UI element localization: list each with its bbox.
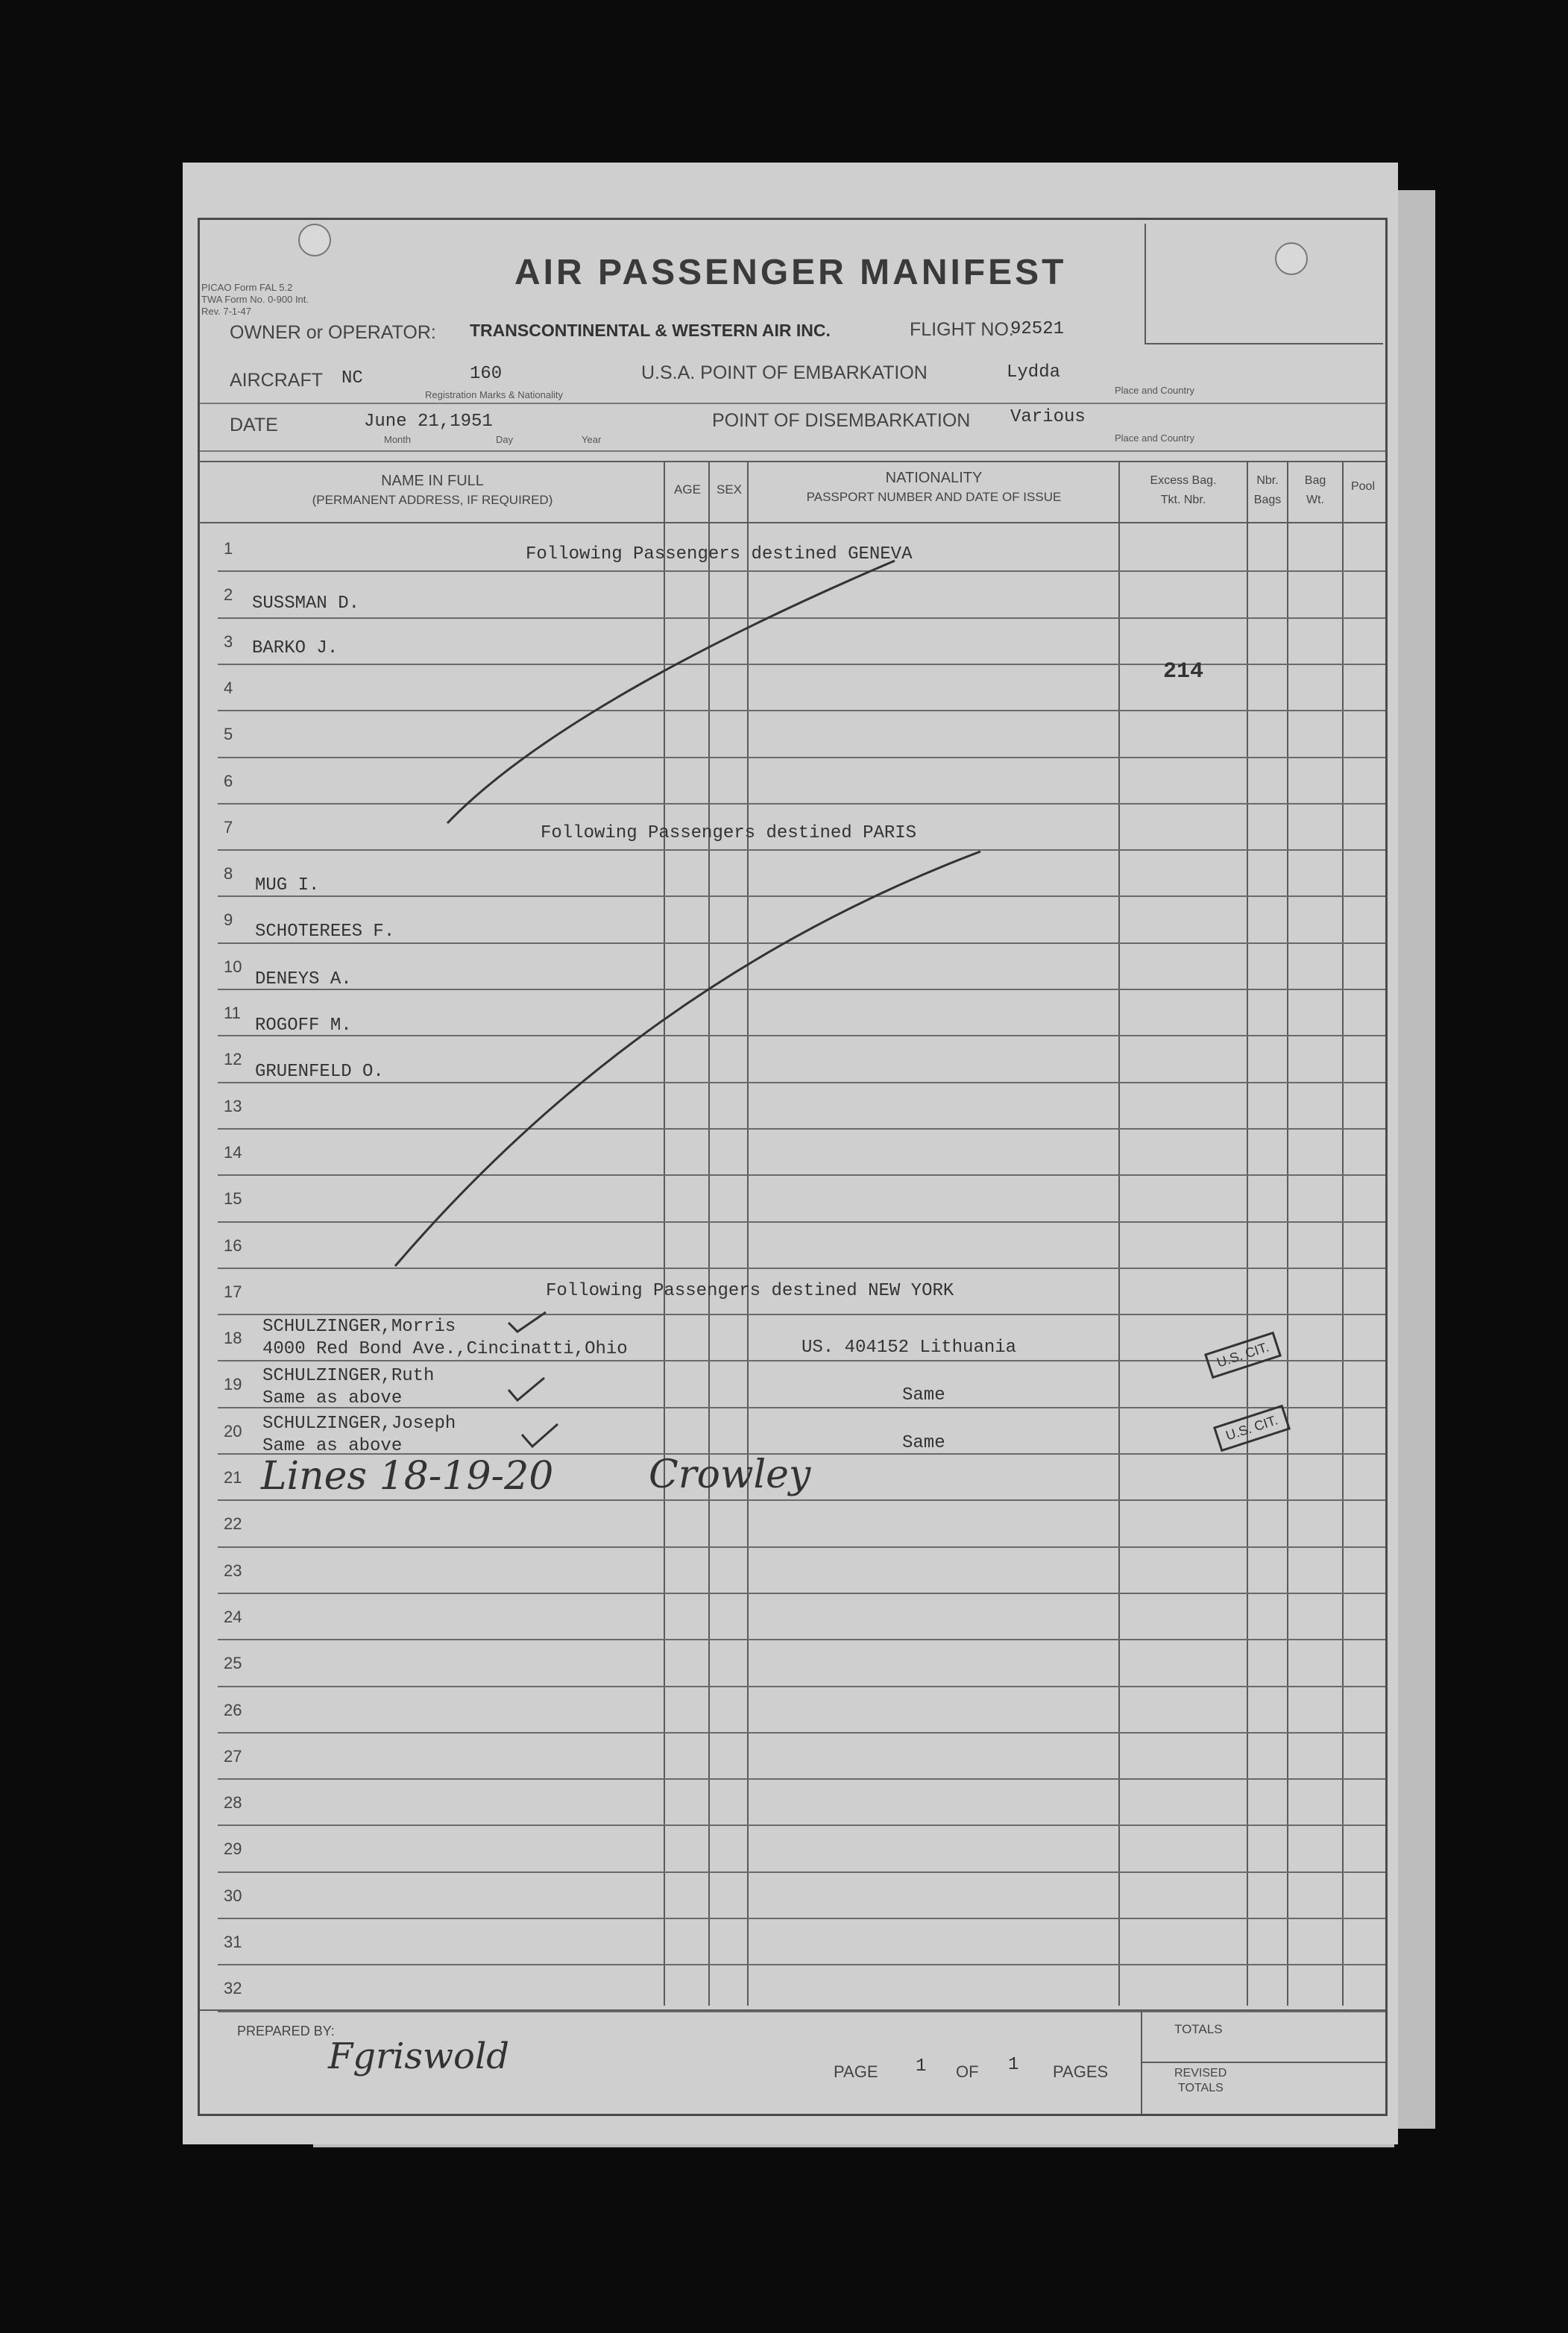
row-number: 20 (224, 1421, 242, 1441)
col-sex-header: SEX (716, 482, 743, 497)
aircraft-value: 160 (470, 364, 503, 384)
row-number: 23 (224, 1561, 242, 1580)
passenger-name: ROGOFF M. (255, 1016, 352, 1036)
passenger-name: MUG I. (255, 875, 320, 895)
flight-label: FLIGHT NO. (910, 319, 1014, 340)
footer-divider (200, 2009, 1385, 2011)
col-nbr-bags-sublabel: Bags (1253, 494, 1282, 506)
row-rule (218, 1035, 1385, 1036)
passenger-nationality: US. 404152 Lithuania (802, 1338, 1017, 1358)
excess-ticket-number: 214 (1163, 659, 1204, 684)
column-rule (1287, 462, 1288, 2006)
row-number: 24 (224, 1607, 242, 1626)
form-code: TWA Form No. 0-900 Int. (201, 294, 309, 305)
col-name-sublabel: (PERMANENT ADDRESS, IF REQUIRED) (312, 493, 553, 507)
row-rule (218, 1824, 1385, 1826)
col-bag-wt-label: Bag (1304, 474, 1326, 487)
row-number: 17 (224, 1282, 242, 1301)
column-rule (1118, 462, 1120, 2006)
col-pool-header: Pool (1350, 480, 1376, 493)
col-excess-header (1120, 471, 1247, 510)
row-rule (218, 1499, 1385, 1501)
revised-totals-label: REVISED (1174, 2067, 1227, 2079)
row-number: 12 (224, 1050, 242, 1069)
row-number: 32 (224, 1979, 242, 1998)
passenger-nationality: Same (902, 1433, 945, 1453)
column-rule (1342, 462, 1344, 2006)
row-rule (218, 1546, 1385, 1548)
flight-value: 92521 (1010, 319, 1065, 339)
flight-box-left (1144, 224, 1146, 343)
row-number: 30 (224, 1886, 242, 1905)
embark-value: Lydda (1007, 362, 1061, 382)
column-rule (708, 462, 710, 2006)
header-divider (200, 450, 1385, 452)
passenger-name: SCHULZINGER,Ruth (262, 1366, 435, 1386)
destination-line-geneva: Following Passengers destined GENEVA (526, 544, 913, 564)
row-number: 11 (224, 1004, 241, 1022)
passenger-name: DENEYS A. (255, 969, 352, 989)
page-total: 1 (1008, 2055, 1019, 2075)
row-rule (218, 1082, 1385, 1083)
row-number: 26 (224, 1700, 242, 1719)
passenger-address: Same as above (262, 1436, 403, 1456)
row-rule (218, 710, 1385, 711)
row-rule (218, 1314, 1385, 1315)
col-bag-wt-header (1288, 471, 1342, 510)
row-rule (218, 757, 1385, 758)
page-number: 1 (916, 2056, 927, 2077)
col-nbr-bags-header (1248, 471, 1287, 510)
row-number: 19 (224, 1375, 242, 1394)
column-rule (747, 462, 749, 2006)
owner-value: TRANSCONTINENTAL & WESTERN AIR INC. (470, 321, 831, 340)
punch-hole (1275, 242, 1308, 275)
row-rule (218, 617, 1385, 619)
disembark-value: Various (1010, 407, 1086, 427)
date-label: DATE (230, 415, 278, 435)
row-number: 4 (224, 678, 233, 697)
column-header-divider (200, 522, 1385, 523)
row-number: 22 (224, 1514, 242, 1534)
row-number: 16 (224, 1235, 242, 1255)
row-rule (218, 942, 1385, 944)
passenger-name: SCHULZINGER,Morris (262, 1317, 456, 1337)
row-rule (218, 1871, 1385, 1873)
row-rule (218, 1918, 1385, 1919)
col-nationality-label: NATIONALITY (885, 470, 983, 486)
passenger-address: Same as above (262, 1388, 403, 1408)
form-code: Rev. 7-1-47 (201, 306, 251, 317)
destination-line-new-york: Following Passengers destined NEW YORK (546, 1281, 954, 1301)
row-number: 21 (224, 1468, 242, 1487)
aircraft-prefix: NC (341, 368, 363, 388)
row-rule (218, 570, 1385, 572)
row-number: 13 (224, 1096, 242, 1115)
totals-label: TOTALS (1174, 2022, 1223, 2036)
row-rule (218, 1593, 1385, 1594)
row-number: 10 (224, 957, 242, 976)
column-rule (1247, 462, 1248, 2006)
row-rule (218, 664, 1385, 665)
date-caption-day: Day (496, 434, 514, 445)
passenger-name: SCHOTEREES F. (255, 922, 395, 942)
col-age-header: AGE (674, 482, 701, 497)
header-divider (200, 403, 1385, 404)
disembark-label: POINT OF DISEMBARKATION (712, 410, 971, 431)
destination-line-paris: Following Passengers destined PARIS (541, 823, 917, 843)
row-rule (218, 989, 1385, 990)
aircraft-caption: Registration Marks & Nationality (425, 389, 563, 400)
column-rule (664, 462, 665, 2006)
row-rule (218, 1268, 1385, 1269)
embark-caption: Place and Country (1115, 385, 1194, 396)
row-rule (218, 1964, 1385, 1965)
date-caption-month: Month (384, 434, 412, 445)
row-number: 25 (224, 1654, 242, 1673)
row-number: 18 (224, 1329, 242, 1348)
col-excess-label: Excess Bag. (1150, 474, 1217, 487)
revised-totals-label: TOTALS (1178, 2082, 1224, 2094)
us-citizen-stamp: U.S. CIT. (1213, 1405, 1291, 1452)
passenger-name: SCHULZINGER,Joseph (262, 1414, 456, 1434)
passenger-name: SUSSMAN D. (252, 594, 360, 614)
row-number: 7 (224, 817, 233, 837)
passenger-nationality: Same (902, 1385, 945, 1405)
form-title: AIR PASSENGER MANIFEST (514, 253, 1067, 292)
prepared-by-label: PREPARED BY: (237, 2024, 335, 2038)
row-number: 5 (224, 725, 233, 744)
col-name-header (201, 471, 664, 510)
passenger-name: GRUENFELD O. (255, 1062, 384, 1082)
col-excess-sublabel: Tkt. Nbr. (1160, 494, 1206, 506)
row-rule (218, 849, 1385, 851)
pages-label: PAGES (1053, 2062, 1109, 2081)
passenger-address: 4000 Red Bond Ave.,Cincinatti,Ohio (262, 1339, 628, 1359)
row-number: 9 (224, 910, 233, 930)
of-label: OF (956, 2062, 979, 2081)
passenger-name: BARKO J. (252, 638, 339, 658)
owner-label: OWNER or OPERATOR: (230, 322, 436, 343)
embark-label: U.S.A. POINT OF EMBARKATION (641, 362, 928, 383)
date-value: June 21,1951 (364, 412, 493, 432)
col-nationality-sublabel: PASSPORT NUMBER AND DATE OF ISSUE (806, 490, 1062, 504)
preparer-signature: Fgriswold (328, 2036, 510, 2077)
row-rule (218, 1778, 1385, 1780)
row-number: 15 (224, 1189, 242, 1209)
us-citizen-stamp: U.S. CIT. (1204, 1332, 1282, 1379)
row-number: 1 (224, 539, 233, 558)
col-nbr-bags-label: Nbr. (1256, 474, 1279, 487)
handwritten-lines-note: Lines 18-19-20 (261, 1454, 554, 1499)
flight-box-bottom (1144, 343, 1383, 344)
header-divider (200, 461, 1385, 462)
col-name-label: NAME IN FULL (381, 473, 484, 489)
form-code: PICAO Form FAL 5.2 (201, 282, 293, 293)
row-number: 31 (224, 1933, 242, 1951)
row-number: 28 (224, 1793, 242, 1813)
row-number: 8 (224, 864, 233, 884)
handwritten-signature: Crowley (649, 1452, 811, 1497)
row-rule (218, 1128, 1385, 1130)
punch-hole (298, 224, 331, 256)
row-number: 6 (224, 771, 233, 790)
col-bag-wt-sublabel: Wt. (1306, 494, 1324, 506)
row-rule (218, 803, 1385, 805)
row-rule (218, 1686, 1385, 1687)
row-number: 2 (224, 585, 233, 605)
row-rule (218, 895, 1385, 897)
row-rule (218, 1639, 1385, 1640)
row-number: 14 (224, 1142, 242, 1162)
disembark-caption: Place and Country (1115, 432, 1194, 444)
row-rule (218, 1174, 1385, 1176)
col-nationality-header (749, 468, 1118, 507)
page-label: PAGE (834, 2062, 878, 2081)
row-number: 27 (224, 1746, 242, 1766)
row-rule (218, 1732, 1385, 1734)
aircraft-label: AIRCRAFT (230, 370, 323, 391)
row-rule (218, 1221, 1385, 1223)
totals-divider (1141, 2062, 1385, 2063)
date-caption-year: Year (582, 434, 602, 445)
row-number: 3 (224, 632, 233, 651)
row-number: 29 (224, 1839, 242, 1859)
